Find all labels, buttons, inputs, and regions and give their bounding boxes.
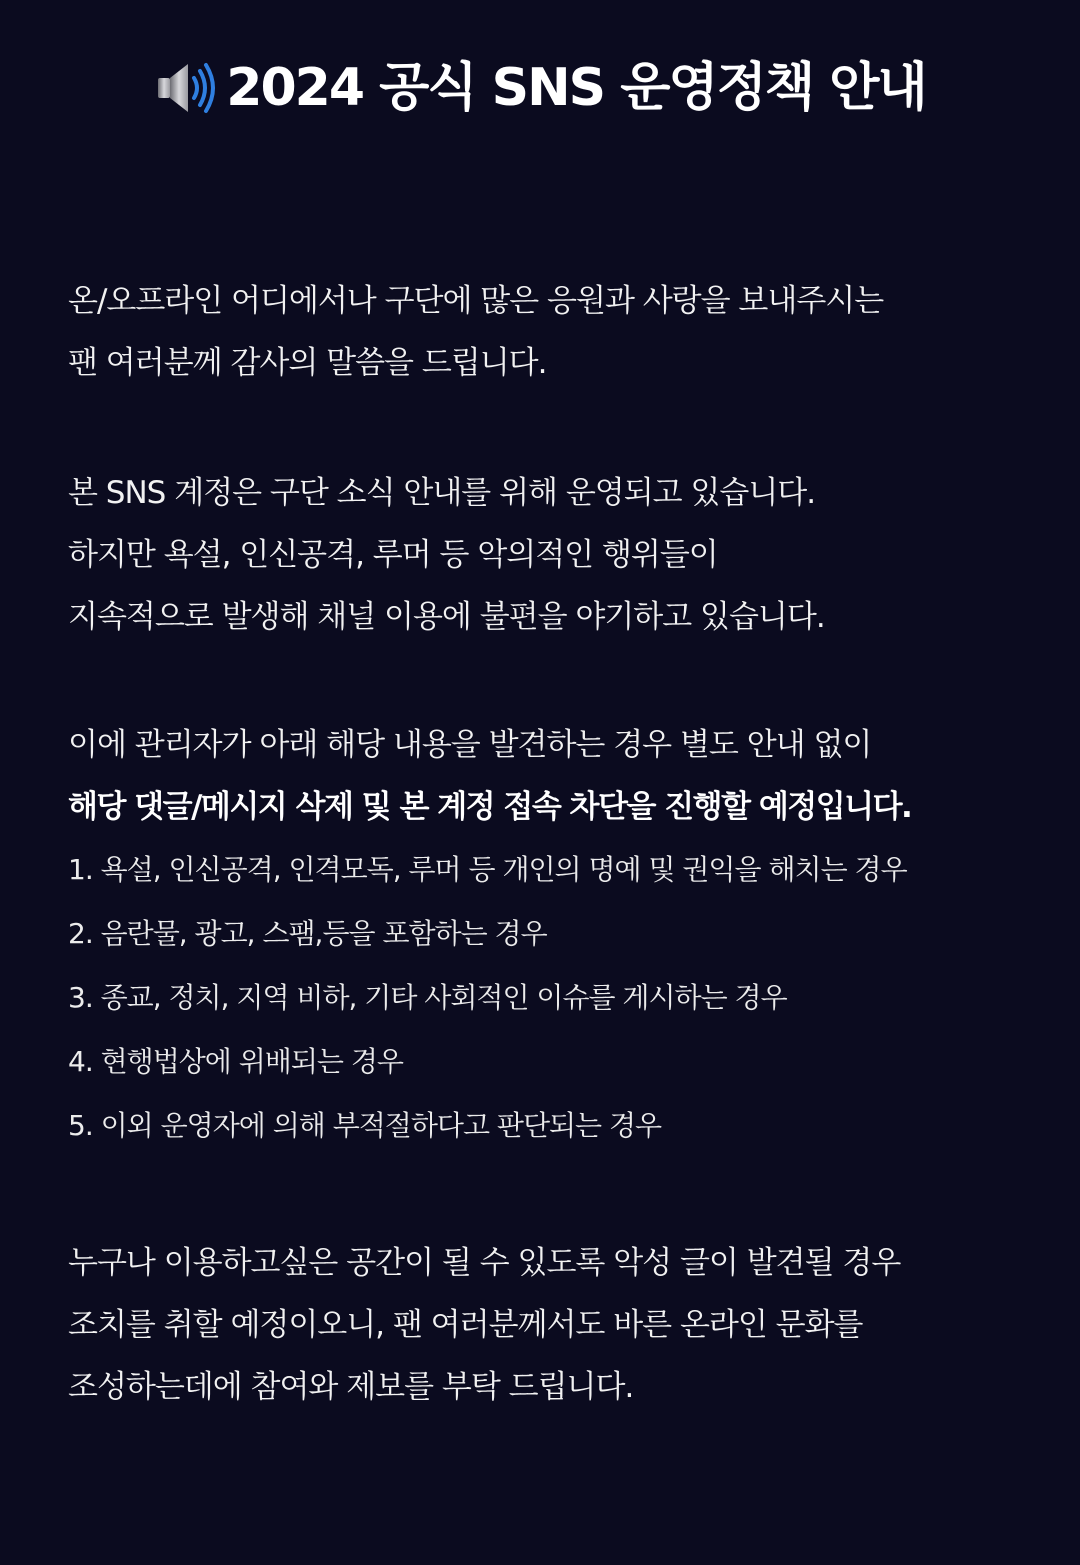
title-row (0, 52, 1080, 124)
text-line: 조치를 취할 예정이오니, 팬 여러분께서도 바른 온라인 문화를 (68, 1307, 863, 1343)
list-item: 1. 욕설, 인신공격, 인격모독, 루머 등 개인의 명예 및 권익을 해치는 경우 (68, 853, 907, 886)
emphasis-line: 해당 댓글/메시지 삭제 및 본 계정 접속 차단을 진행할 예정입니다. (68, 789, 912, 825)
text-line: 온/오프라인 어디에서나 구단에 많은 응원과 사랑을 보내주시는 (68, 283, 884, 319)
text-line: 누구나 이용하고싶은 공간이 될 수 있도록 악성 글이 발견될 경우 (68, 1245, 901, 1281)
text-line: 조성하는데에 참여와 제보를 부탁 드립니다. (68, 1369, 634, 1405)
rules-list (68, 838, 1058, 1158)
paragraph-purpose (68, 462, 1058, 648)
text-line: 지속적으로 발생해 채널 이용에 불편을 야기하고 있습니다. (68, 599, 825, 635)
text-line: 본 SNS 계정은 구단 소식 안내를 위해 운영되고 있습니다. (68, 475, 816, 511)
text-line: 이에 관리자가 아래 해당 내용을 발견하는 경우 별도 안내 없이 (68, 727, 872, 763)
list-item: 2. 음란물, 광고, 스팸,등을 포함하는 경우 (68, 917, 547, 950)
paragraph-greeting (68, 270, 1058, 394)
page-title: 2024 공식 SNS 운영정책 안내 (226, 58, 926, 118)
paragraph-closing (68, 1232, 1058, 1418)
notice-body (68, 270, 1058, 1418)
text-line: 하지만 욕설, 인신공격, 루머 등 악의적인 행위들이 (68, 537, 718, 573)
paragraph-policy (68, 714, 1058, 1158)
text-line: 팬 여러분께 감사의 말씀을 드립니다. (68, 345, 547, 381)
speaker-icon (154, 58, 218, 118)
list-item: 3. 종교, 정치, 지역 비하, 기타 사회적인 이슈를 게시하는 경우 (68, 981, 787, 1014)
list-item: 4. 현행법상에 위배되는 경우 (68, 1045, 403, 1078)
list-item: 5. 이외 운영자에 의해 부적절하다고 판단되는 경우 (68, 1109, 662, 1142)
